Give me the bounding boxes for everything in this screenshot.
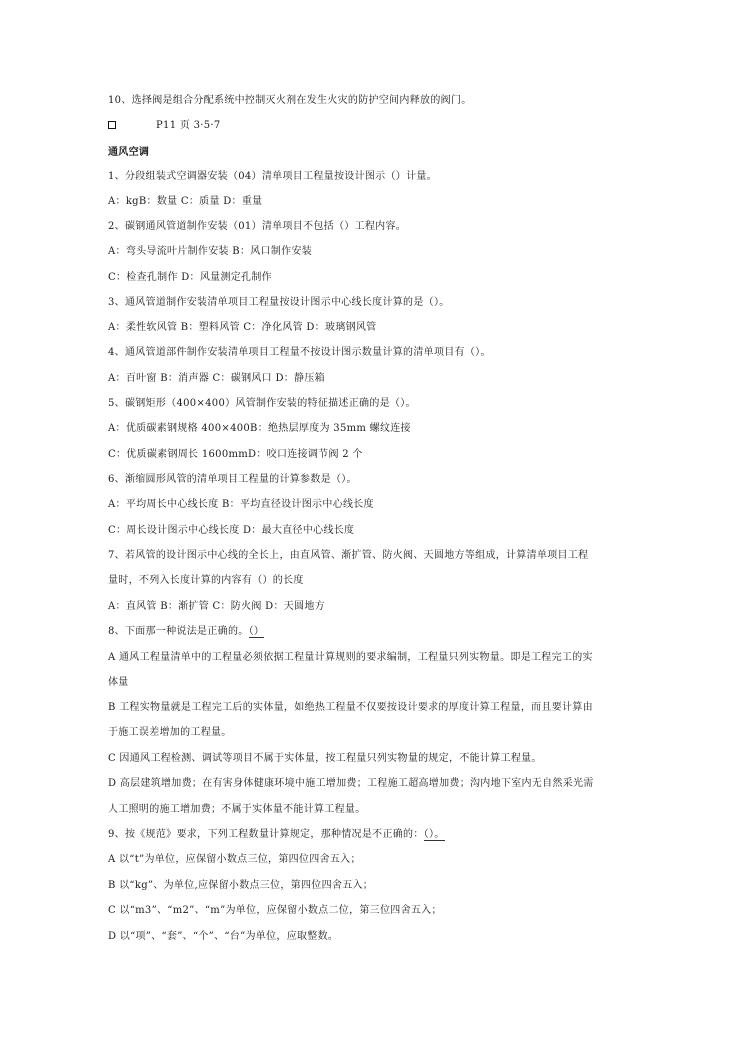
options-5b: C：优质碳素钢周长 1600mmD：咬口连接调节阀 2 个 bbox=[108, 449, 363, 460]
options-1: A：kgB：数量 C：质量 D：重量 bbox=[108, 196, 263, 207]
checkbox-icon bbox=[108, 121, 116, 129]
question-9 bbox=[108, 828, 445, 842]
option-8b: B 工程实物量就是工程完工后的实体量，如绝热工程量不仅要按设计要求的厚度计算工程量，而且要计算由 bbox=[108, 702, 593, 713]
option-8b-cont: 于施工误差增加的工程量。 bbox=[108, 727, 232, 738]
options-6a: A：平均周长中心线长度 B：平均直径设计图示中心线长度 bbox=[108, 499, 374, 510]
text-line: 10、选择阀是组合分配系统中控制灭火剂在发生火灾的防护空间内释放的阀门。 bbox=[108, 95, 472, 106]
option-8c: C 因通风工程检测、调试等项目不属于实体量，按工程量只列实物量的规定，不能计算工程量。 bbox=[108, 753, 542, 764]
option-8d: D 高层建筑增加费；在有害身体健康环境中施工增加费；工程施工超高增加费；沟内地下室内无自然采光需 bbox=[108, 778, 594, 789]
question-1: 1、分段组装式空调器安装（04）清单项目工程量按设计图示（）计量。 bbox=[108, 171, 437, 182]
question-5: 5、碳钢矩形（400×400）风管制作安装的特征描述正确的是（）。 bbox=[108, 398, 416, 409]
question-7: 7、若风管的设计图示中心线的全长上，由直风管、渐扩管、防火阀、天圆地方等组成，计算清单项目工程 bbox=[108, 550, 589, 561]
options-7: A：直风管 B：渐扩管 C：防火阀 D：天圆地方 bbox=[108, 601, 325, 612]
option-9d: D 以“项”、“套”、“个”、“台”为单位，应取整数。 bbox=[108, 931, 339, 942]
option-8a: A 通风工程量清单中的工程量必须依据工程量计算规则的要求编制，工程量只列实物量。即是工程完工的实 bbox=[108, 652, 593, 663]
option-9a: A 以“t”为单位，应保留小数点三位，第四位四舍五入； bbox=[108, 854, 361, 865]
question-9-text: 9、按《规范》要求，下列工程数量计算规定，那种情况是不正确的： bbox=[108, 829, 424, 840]
question-2: 2、碳钢通风管道制作安装（01）清单项目不包括（）工程内容。 bbox=[108, 221, 407, 232]
question-7-cont: 量时，不列入长度计算的内容有（）的长度 bbox=[108, 575, 304, 586]
answer-blank-9: （）。 bbox=[423, 829, 445, 840]
options-2a: A：弯头导流叶片制作安装 B：风口制作安装 bbox=[108, 246, 313, 257]
answer-blank-8: （） bbox=[248, 626, 265, 637]
question-8 bbox=[108, 625, 264, 639]
option-9c: C 以“m3”、“m2”、“m”为单位，应保留小数点二位，第三位四舍五入； bbox=[108, 905, 442, 916]
options-2b: C：检查孔制作 D：风量测定孔制作 bbox=[108, 272, 272, 283]
section-heading: 通风空调 bbox=[108, 147, 150, 158]
question-4: 4、通风管道部件制作安装清单项目工程量不按设计图示数量计算的清单项目有（）。 bbox=[108, 347, 491, 358]
option-9b: B 以“kg”、为单位,应保留小数点三位，第四位四舍五入； bbox=[108, 880, 374, 891]
options-5a: A：优质碳素钢规格 400×400B：绝热层厚度为 35mm 螺纹连接 bbox=[108, 423, 411, 434]
options-3: A：柔性软风管 B：塑料风管 C：净化风管 D：玻璃钢风管 bbox=[108, 322, 377, 333]
question-8-text: 8、下面那一种说法是正确的。 bbox=[108, 626, 249, 637]
question-6: 6、渐缩圆形风管的清单项目工程量的计算参数是（）。 bbox=[108, 474, 357, 485]
question-3: 3、通风管道制作安装清单项目工程量按设计图示中心线长度计算的是（）。 bbox=[108, 297, 450, 308]
options-4: A：百叶窗 B：消声器 C：碳钢风口 D：静压箱 bbox=[108, 373, 325, 384]
options-6b: C：周长设计图示中心线长度 D：最大直径中心线长度 bbox=[108, 525, 355, 536]
page-reference: P11 页 3·5·7 bbox=[156, 120, 221, 131]
option-8d-cont: 人工照明的施工增加费；不属于实体量不能计算工程量。 bbox=[108, 804, 366, 815]
option-8a-cont: 体量 bbox=[108, 677, 129, 688]
